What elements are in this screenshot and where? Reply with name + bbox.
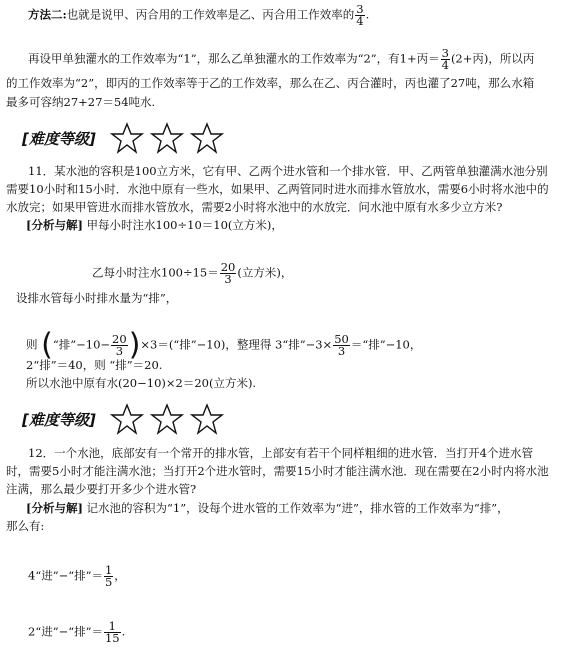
para1-line3: 最多可容纳27+27＝54吨水. bbox=[6, 95, 156, 109]
star-outline-icon bbox=[190, 122, 224, 154]
problem12-line3: 注满，那么最少要打开多少个进水管? bbox=[6, 482, 197, 496]
star-outline-icon bbox=[110, 122, 144, 154]
problem11-equation1: 则 (“排”−10− $\frac{20}{3}$ )×3＝(“排”−10)，整理得 3“排”−3× $\frac{50}{3}$ ＝“排”−10， bbox=[26, 327, 422, 363]
para1-line1: 再设甲单独灌水的工作效率为“1”，那么乙单独灌水的工作效率为“2”，有1+丙＝ $\frac{3}{4}$ (2+丙)，所以丙 bbox=[28, 46, 535, 72]
difficulty-stars bbox=[110, 122, 230, 157]
problem11-analysis-line: [分析与解] 甲每小时注水100÷10＝10(立方米)， bbox=[26, 218, 283, 232]
para1-line2: 的工作效率为“2”，即丙的工作效率等于乙的工作效率，那么在乙、丙合灌时，丙也灌了27吨，那么水箱 bbox=[6, 76, 535, 90]
problem11-equation2: 2“排”＝40，则 “排”＝20. bbox=[26, 358, 163, 372]
problem12-analysis-line2: 那么有: bbox=[6, 519, 45, 533]
problem12-analysis-line: [分析与解] 记水池的容积为“1”，设每个进水管的工作效率为“进”，排水管的工作效率为“排”， bbox=[26, 501, 509, 515]
analysis-label: [分析与解] bbox=[26, 501, 83, 515]
method2-label: 方法二: bbox=[28, 7, 67, 22]
problem12-line2: 时，需要5小时才能注满水池；当打开2个进水管时，需要15小时才能注满水池．现在需要在2小时内将水池 bbox=[6, 464, 549, 478]
problem12-equation1: 4“进”−“排”＝ $\frac{1}{5}$ ， bbox=[28, 563, 126, 589]
difficulty-stars bbox=[110, 403, 230, 438]
fraction: $\frac{3}{4}$ bbox=[441, 46, 449, 72]
star-outline-icon bbox=[150, 122, 184, 154]
fraction: $\frac{1}{15}$ bbox=[104, 619, 120, 645]
problem12-equation2: 2“进”−“排”＝ $\frac{1}{15}$ . bbox=[28, 619, 126, 645]
method2-text: 也就是说甲、丙合用的工作效率是乙、丙合用工作效率的 bbox=[66, 7, 355, 22]
star-outline-icon bbox=[150, 403, 184, 435]
star-outline-icon bbox=[190, 403, 224, 435]
problem11-line2: 需要10小时和15小时．水池中原有一些水，如果甲、乙两管同时进水而排水管放水，需要6小时将水池中的 bbox=[6, 182, 549, 196]
problem11-analysis-line3: 设排水管每小时排水量为“排”， bbox=[16, 291, 178, 305]
fraction: $\frac{20}{3}$ bbox=[220, 260, 236, 286]
fraction: $\frac{3}{4}$ bbox=[356, 2, 364, 28]
difficulty-label: [难度等级] bbox=[22, 411, 96, 429]
analysis-label: [分析与解] bbox=[26, 218, 83, 232]
method2-line: 方法二:也就是说甲、丙合用的工作效率是乙、丙合用工作效率的 $\frac{3}{4}$ . bbox=[28, 2, 370, 28]
problem11-analysis-line2: 乙每小时注水100÷15＝ $\frac{20}{3}$ (立方米)， bbox=[92, 260, 293, 286]
problem11-line3: 水放完；如果甲管进水而排水管放水，需要2小时将水池中的水放完．问水池中原有水多少立方米? bbox=[6, 200, 503, 214]
fraction: $\frac{50}{3}$ bbox=[334, 332, 349, 358]
star-outline-icon bbox=[110, 403, 144, 435]
fraction: $\frac{20}{3}$ bbox=[112, 332, 127, 358]
fraction: $\frac{1}{5}$ bbox=[104, 563, 113, 589]
problem12-line1: 12．一个水池，底部安有一个常开的排水管，上部安有若干个同样粗细的进水管．当打开4个进水管 bbox=[28, 446, 533, 460]
problem11-conclusion: 所以水池中原有水(20−10)×2＝20(立方米). bbox=[26, 376, 257, 390]
problem11-line1: 11．某水池的容积是100立方米，它有甲、乙两个进水管和一个排水管．甲、乙两管单独灌满水池分别 bbox=[28, 164, 548, 178]
difficulty-label: [难度等级] bbox=[22, 130, 96, 148]
